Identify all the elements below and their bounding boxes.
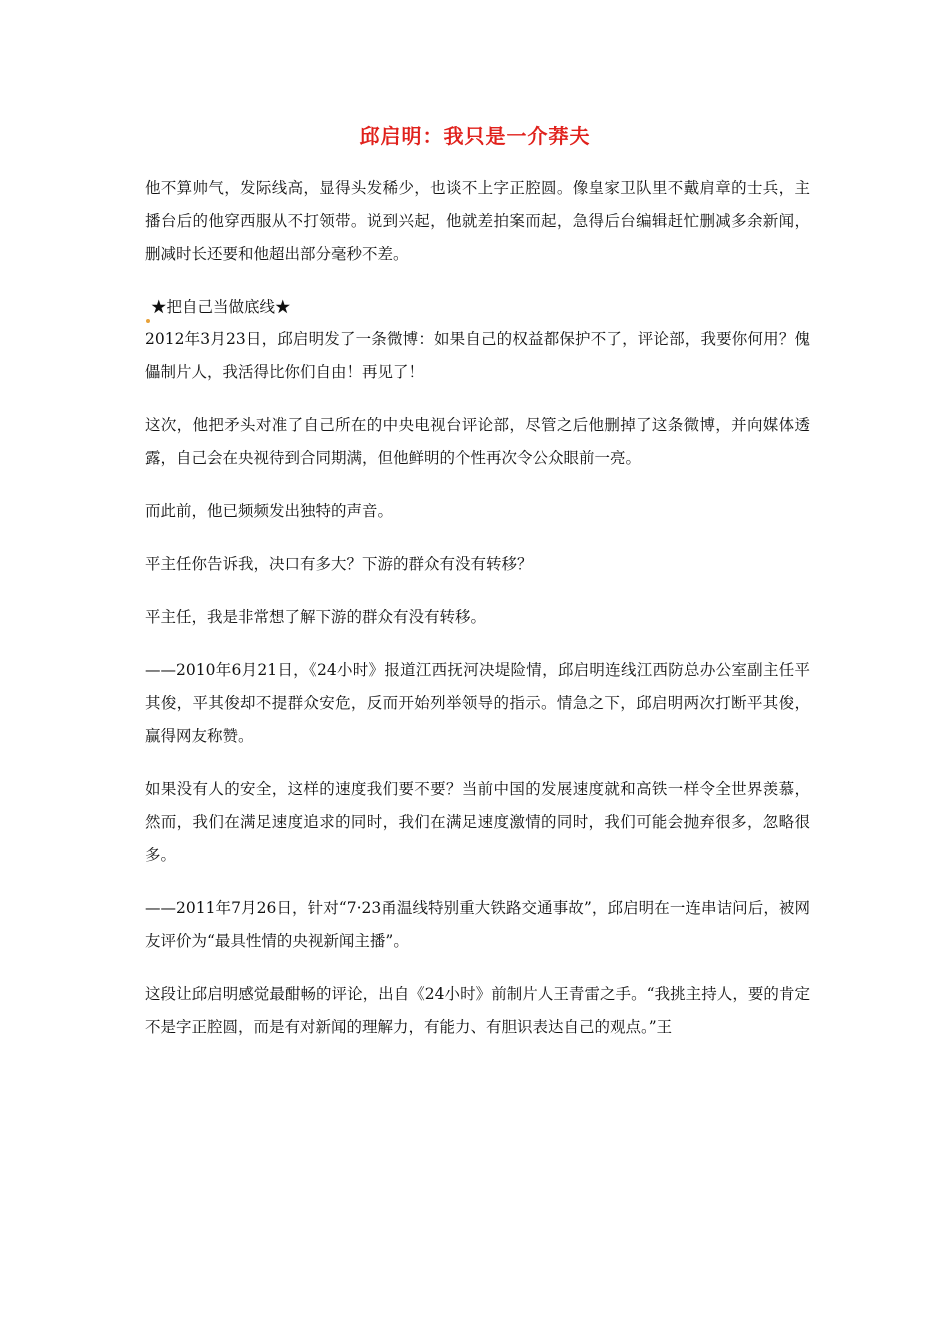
- paragraph-quote-1: 平主任你告诉我，决口有多大？下游的群众有没有转移？: [145, 555, 533, 573]
- section-heading: [145, 291, 810, 323]
- section-heading-text: ★把自己当做底线★: [151, 298, 291, 316]
- article-body: [145, 172, 810, 1044]
- marker-dot: [146, 319, 150, 323]
- paragraph-weibo: 2012年3月23日，邱启明发了一条微博：如果自己的权益都保护不了，评论部，我要你何用？傀儡制片人，我活得比你们自由！再见了！: [145, 330, 810, 381]
- paragraph-closing: 这段让邱启明感觉最酣畅的评论，出自《24小时》前制片人王青雷之手。“我挑主持人，要的肯定不是字正腔圆，而是有对新闻的理解力，有能力、有胆识表达自己的观点。”王: [145, 985, 810, 1036]
- paragraph-before: 而此前，他已频频发出独特的声音。: [145, 502, 394, 520]
- article-title: 邱启明：我只是一介莽夫: [359, 124, 591, 148]
- paragraph-quote-3: 如果没有人的安全，这样的速度我们要不要？当前中国的发展速度就和高铁一样令全世界羡慕，然而，我们在满足速度追求的同时，我们在满足速度激情的同时，我们可能会抛弃很多，忽略很多。: [145, 780, 810, 864]
- paragraph-quote-2: 平主任，我是非常想了解下游的群众有没有转移。: [145, 608, 487, 626]
- paragraph-intro: 他不算帅气，发际线高，显得头发稀少，也谈不上字正腔圆。像皇家卫队里不戴肩章的士兵，主播台后的他穿西服从不打领带。说到兴起，他就差拍案而起，急得后台编辑赶忙删减多余新闻，删减时长还要和他超出部分毫秒不差。: [145, 179, 810, 263]
- paragraph-attribution-2010: ——2010年6月21日，《24小时》报道江西抚河决堤险情，邱启明连线江西防总办公室副主任平其俊，平其俊却不提群众安危，反而开始列举领导的指示。情急之下，邱启明两次打断平其俊，赢得网友称赞。: [145, 661, 810, 745]
- paragraph-attribution-2011: ——2011年7月26日，针对“7·23甬温线特别重大铁路交通事故”，邱启明在一连串诘问后，被网友评价为“最具性情的央视新闻主播”。: [145, 899, 810, 950]
- paragraph-this-time: 这次，他把矛头对准了自己所在的中央电视台评论部，尽管之后他删掉了这条微博，并向媒体透露，自己会在央视待到合同期满，但他鲜明的个性再次令公众眼前一亮。: [145, 416, 810, 467]
